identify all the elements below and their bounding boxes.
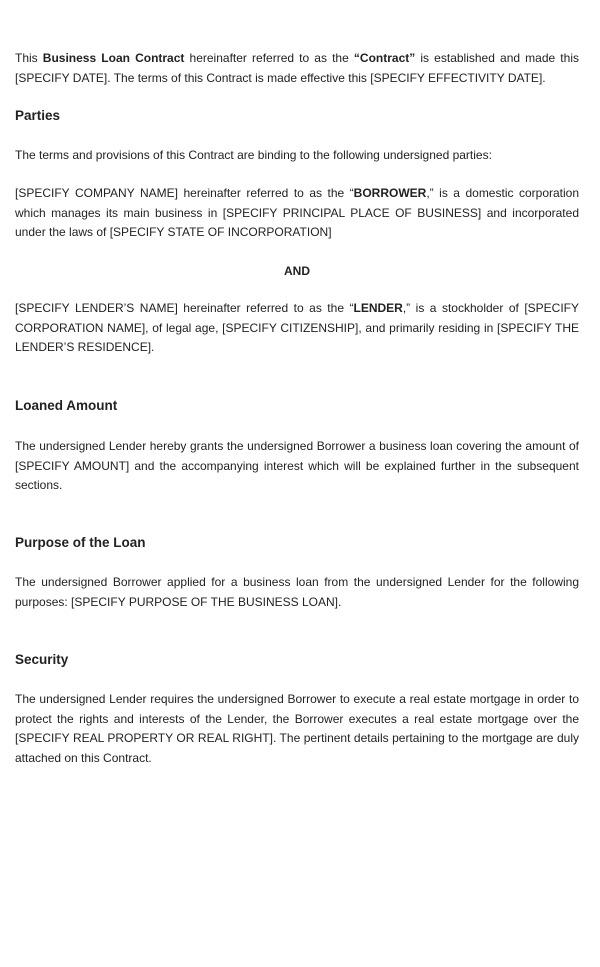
borrower-bold: BORROWER — [353, 186, 427, 200]
intro-bold-contract-title: Business Loan Contract — [42, 51, 185, 65]
purpose-heading: Purpose of the Loan — [15, 535, 146, 550]
borrower-text-1: [SPECIFY COMPANY NAME] hereinafter referred to as the “ — [15, 186, 354, 200]
security-paragraph: The undersigned Lender requires the undersigned Borrower to execute a real estate mortgage in order to protect the rights and interests of the Lender, the Borrower executes a real estate mortgage over the [SPECIFY REAL PROPERTY OR REAL RIGHT]. The pertinent details pertaining to the mortgage are duly attached on this Contract. — [15, 692, 579, 765]
parties-heading: Parties — [15, 108, 61, 123]
and-separator: AND — [284, 264, 310, 278]
parties-lead-paragraph: The terms and provisions of this Contract are binding to the following undersigned parties: — [15, 148, 492, 162]
lender-bold: LENDER — [353, 301, 403, 315]
security-heading: Security — [15, 652, 69, 667]
intro-text-2: hereinafter referred to as the — [184, 51, 354, 65]
loaned-amount-paragraph: The undersigned Lender hereby grants the undersigned Borrower a business loan covering the amount of [SPECIFY AMOUNT] and the accompanying interest which will be explained further in the subsequent sections. — [15, 439, 579, 492]
borrower-paragraph — [15, 184, 579, 243]
lender-text-1: [SPECIFY LENDER’S NAME] hereinafter referred to as the “ — [15, 301, 354, 315]
intro-text-1: This — [15, 51, 43, 65]
intro-paragraph — [15, 49, 579, 88]
lender-text-2: ,” is a stockholder of [SPECIFY CORPORATION NAME], of legal age, [SPECIFY CITIZENSHIP], and primarily residing in [SPECIFY THE LENDER’S RESIDENCE]. — [15, 301, 579, 354]
lender-paragraph — [15, 299, 579, 358]
intro-text-3: is established and made this [SPECIFY DATE]. The terms of this Contract is made effective this [SPECIFY EFFECTIVITY DATE]. — [15, 51, 579, 85]
purpose-paragraph: The undersigned Borrower applied for a business loan from the undersigned Lender for the following purposes: [SPECIFY PURPOSE OF THE BUSINESS LOAN]. — [15, 575, 579, 609]
borrower-text-2: ,” is a domestic corporation which manages its main business in [SPECIFY PRINCIPAL PLACE OF BUSINESS] and incorporated under the laws of [SPECIFY STATE OF INCORPORATION] — [15, 186, 580, 239]
intro-bold-contract: “Contract” — [353, 51, 416, 65]
loaned-amount-heading: Loaned Amount — [15, 398, 118, 413]
